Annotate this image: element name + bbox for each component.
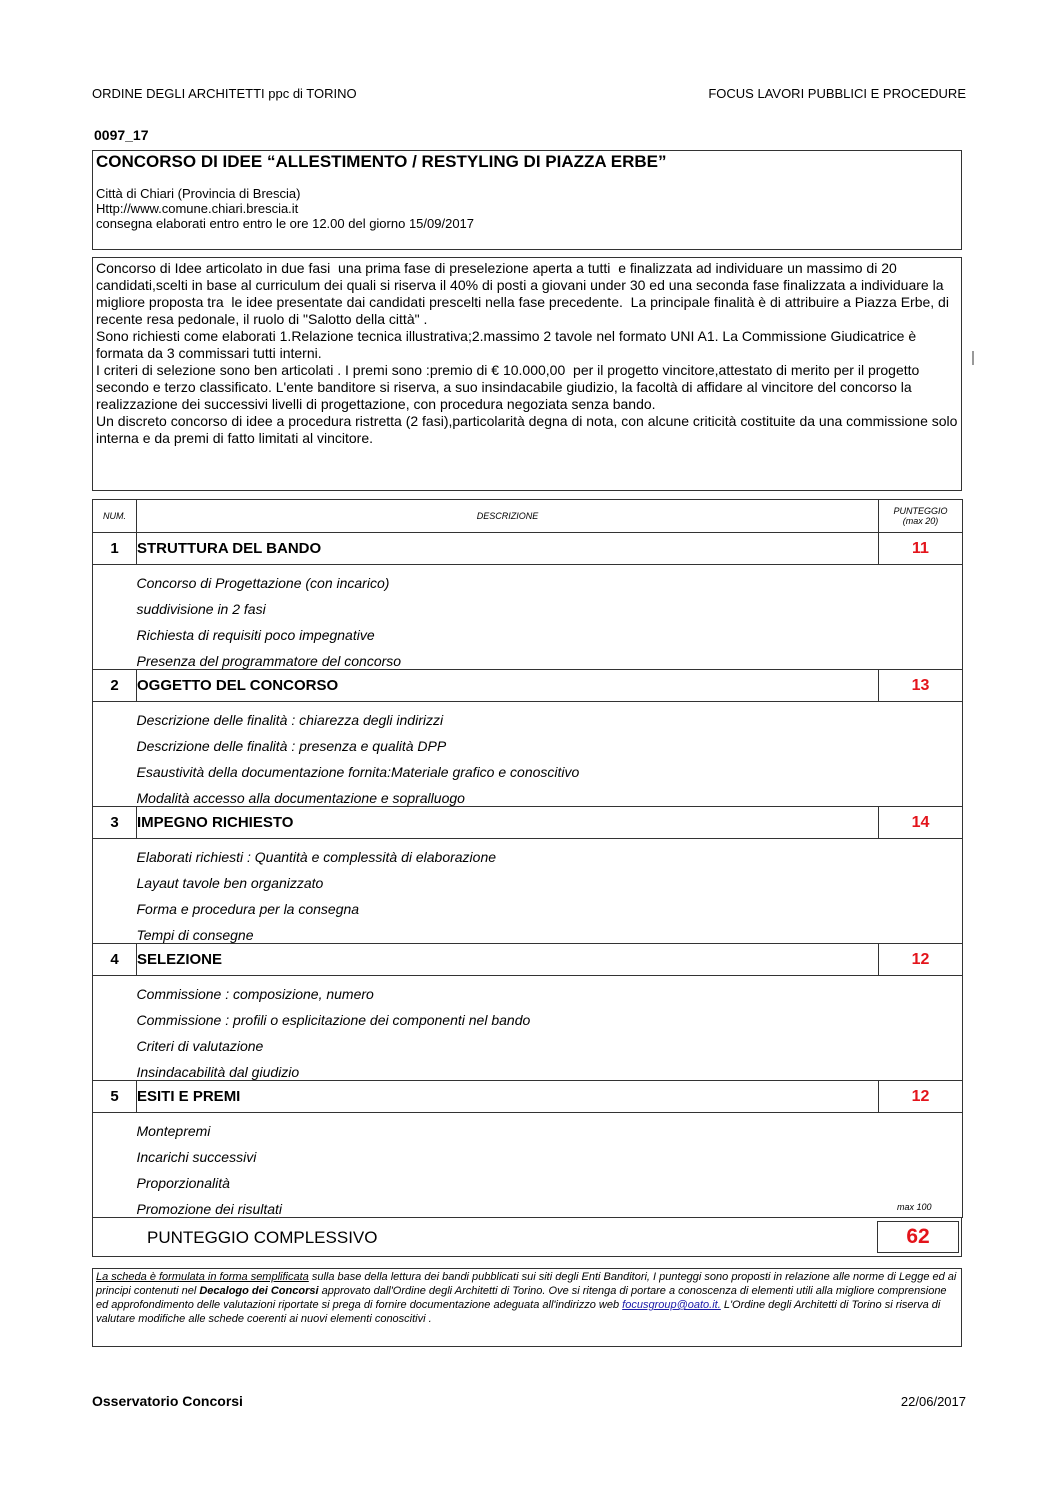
- criterion-text: Layaut tavole ben organizzato: [136, 875, 324, 891]
- criterion-text: Proporzionalità: [136, 1175, 230, 1191]
- criterion-row: [93, 591, 963, 617]
- header-section: FOCUS LAVORI PUBBLICI E PROCEDURE: [708, 86, 966, 101]
- max-score-note: max 100: [897, 1202, 932, 1212]
- category-title: IMPEGNO RICHIESTO: [137, 807, 879, 839]
- criterion-row: [93, 702, 963, 729]
- criterion-row: [93, 976, 963, 1003]
- criterion-text: Esaustività della documentazione fornita:Materiale grafico e conoscitivo: [136, 764, 580, 780]
- criterion-text: Promozione dei risultati: [137, 1191, 879, 1218]
- category-title: SELEZIONE: [137, 944, 879, 976]
- total-box: [92, 1217, 962, 1257]
- total-score-box: [877, 1221, 959, 1253]
- criterion-row: [93, 1113, 963, 1140]
- criterion-text: Elaborati richiesti : Quantità e complessità di elaborazione: [136, 849, 497, 865]
- deadline-text: consegna elaborati entro entro le ore 12.00 del giorno 15/09/2017: [96, 216, 475, 231]
- criterion-text: Descrizione delle finalità : presenza e qualità DPP: [136, 738, 447, 754]
- page-title: CONCORSO DI IDEE “ALLESTIMENTO / RESTYLING DI PIAZZA ERBE”: [96, 152, 667, 171]
- criterion-row: [93, 617, 963, 643]
- email-link[interactable]: focusgroup@oato.it.: [622, 1299, 721, 1311]
- criterion-text: Richiesta di requisiti poco impegnative: [136, 627, 375, 643]
- category-score: 12: [879, 944, 963, 976]
- criterion-row: [93, 1191, 963, 1218]
- category-row: [93, 807, 963, 839]
- title-box: [92, 150, 962, 250]
- footer-title: Osservatorio Concorsi: [92, 1393, 243, 1409]
- category-number: 4: [93, 944, 137, 976]
- category-row: [93, 533, 963, 565]
- entity-url: Http://www.comune.chiari.brescia.it: [96, 201, 299, 216]
- entity-name: Città di Chiari (Provincia di Brescia): [96, 186, 301, 201]
- criterion-text: Incarichi successivi: [136, 1149, 257, 1165]
- header-organization: ORDINE DEGLI ARCHITETTI ppc di TORINO: [92, 86, 357, 101]
- document-code: 0097_17: [94, 127, 149, 143]
- criterion-row: [93, 1028, 963, 1054]
- criterion-row: [93, 1165, 963, 1191]
- total-score: 62: [906, 1225, 930, 1248]
- criterion-text: Presenza del programmatore del concorso: [137, 643, 879, 670]
- column-header-points: PUNTEGGIO (max 20): [879, 500, 963, 533]
- score-table: [92, 499, 963, 1218]
- category-row: [93, 1081, 963, 1113]
- criterion-row: [93, 917, 963, 944]
- category-score: 12: [879, 1081, 963, 1113]
- criterion-text: Concorso di Progettazione (con incarico): [136, 575, 390, 591]
- criterion-row: [93, 754, 963, 780]
- criterion-text: Commissione : composizione, numero: [136, 986, 374, 1002]
- disclaimer-text: La scheda è formulata in forma semplificata sulla base della lettura dei bandi pubblicati sui siti degli Enti Banditori, I punteggi sono proposti in relazione alle norme di Legge ed ai principi contenuti nel Decalogo dei Concorsi approvato dall'Ordine degli Architetti di Torino. Ove si ritenga di portare a conoscenza di elementi utili alla migliore comprensione ed approfondimento delle valutazioni riportate si prega di fornire documentazione adeguata all'indirizzo web focusgroup@oato.it. L'Ordine degli Architetti di Torino si riserva di valutare modifiche alle schede coerenti ai nuovi elementi conoscitivi .: [96, 1271, 957, 1325]
- category-score: 11: [879, 533, 963, 565]
- criterion-text: suddivisione in 2 fasi: [136, 601, 266, 617]
- criterion-row: [93, 891, 963, 917]
- criterion-text: Modalità accesso alla documentazione e sopralluogo: [137, 780, 879, 807]
- criterion-text: Commissione : profili o esplicitazione dei componenti nel bando: [136, 1012, 531, 1028]
- category-row: [93, 670, 963, 702]
- category-number: 2: [93, 670, 137, 702]
- category-title: OGGETTO DEL CONCORSO: [137, 670, 879, 702]
- scroll-marker: [972, 351, 974, 365]
- criterion-row: [93, 565, 963, 592]
- criterion-row: [93, 780, 963, 807]
- criterion-text: Forma e procedura per la consegna: [136, 901, 360, 917]
- column-header-num: NUM.: [93, 500, 137, 533]
- category-score: 14: [879, 807, 963, 839]
- description-box: [92, 257, 962, 491]
- criterion-row: [93, 1002, 963, 1028]
- criterion-row: [93, 728, 963, 754]
- table-header-row: [93, 500, 963, 533]
- category-score: 13: [879, 670, 963, 702]
- column-header-description: DESCRIZIONE: [137, 500, 879, 533]
- category-number: 5: [93, 1081, 137, 1113]
- description-text: Concorso di Idee articolato in due fasi una prima fase di preselezione aperta a tutti e finalizzata ad individuare un massimo di 20 candidati,scelti in base al curriculum dei quali si riserva il 40% di posti a giovani under 30 ed una seconda fase finalizzata a individuare la migliore proposta tra le idee presentate dai candidati prescelti nella fase precedente. La principale finalità è di attribuire a Piazza Erbe, di recente resa pedonale, il ruolo di "Salotto della città" . Sono richiesti come elaborati 1.Relazione tecnica illustrativa;2.massimo 2 tavole nel formato UNI A1. La Commissione Giudicatrice è formata da 3 commissari tutti interni. I criteri di selezione sono ben articolati . I premi sono :premio di € 10.000,00 per il progetto vincitore,attestato di merito per il progetto secondo e terzo classificato. L'ente banditore si riserva, a suo insindacabile giudizio, la facoltà di affidare al vincitore del concorso la realizzazione dei successivi livelli di progettazione, con procedura negoziata senza bando. Un discreto concorso di idee a procedura ristretta (2 fasi),particolarità degna di nota, con alcune criticità costituite da una commissione solo interna e da premi di fatto limitati al vincitore.: [96, 260, 958, 446]
- category-title: ESITI E PREMI: [137, 1081, 879, 1113]
- category-title: STRUTTURA DEL BANDO: [137, 533, 879, 565]
- criterion-text: Insindacabilità dal giudizio: [137, 1054, 879, 1081]
- criterion-row: [93, 643, 963, 670]
- category-number: 3: [93, 807, 137, 839]
- criterion-row: [93, 865, 963, 891]
- criterion-text: Descrizione delle finalità : chiarezza degli indirizzi: [136, 712, 444, 728]
- disclaimer-intro: La scheda è formulata in forma semplificata: [96, 1271, 309, 1283]
- criterion-text: Montepremi: [136, 1123, 211, 1139]
- footer-date: 22/06/2017: [900, 1394, 966, 1409]
- category-row: [93, 944, 963, 976]
- criterion-text: Tempi di consegne: [137, 917, 879, 944]
- criterion-text: Criteri di valutazione: [136, 1038, 264, 1054]
- category-number: 1: [93, 533, 137, 565]
- disclaimer-box: [92, 1268, 962, 1347]
- criterion-row: [93, 1139, 963, 1165]
- criterion-row: [93, 1054, 963, 1081]
- criterion-row: [93, 839, 963, 866]
- total-label: PUNTEGGIO COMPLESSIVO: [147, 1228, 378, 1247]
- decalogo-reference: Decalogo dei Concorsi: [199, 1285, 319, 1297]
